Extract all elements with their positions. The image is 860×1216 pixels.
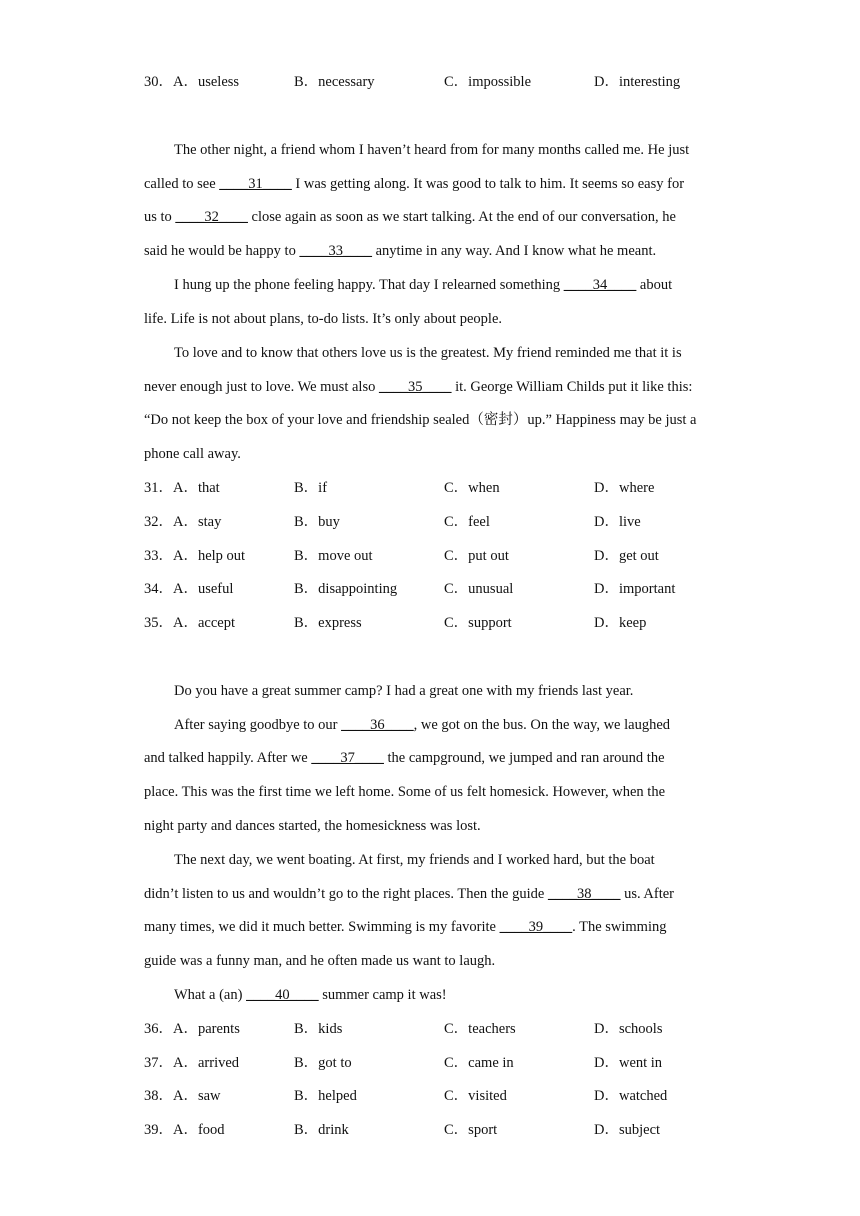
question-number: 34． xyxy=(144,581,173,597)
text: summer camp it was! xyxy=(318,987,447,1003)
option-b: B．buy xyxy=(294,514,340,530)
option-c: C．sport xyxy=(444,1122,498,1138)
option-c: C．feel xyxy=(444,514,490,530)
question-number: 36． xyxy=(144,1021,173,1037)
text: close again as soon as we start talking. At the end of our conversation, he xyxy=(247,209,676,225)
text: I was getting along. It was good to talk to him. It seems so easy for xyxy=(291,176,685,192)
option-a-text: A．that xyxy=(173,480,220,496)
blank-32: ____32____ xyxy=(175,209,248,225)
option-c: C．unusual xyxy=(444,581,514,597)
passage-line: place. This was the first time we left home. Some of us felt homesick. However, when the xyxy=(144,784,666,800)
passage-line: night party and dances started, the homesickness was lost. xyxy=(144,818,481,834)
option-a-text: A．food xyxy=(173,1122,225,1138)
option-b: B．kids xyxy=(294,1021,343,1037)
option-c: C．impossible xyxy=(444,74,532,90)
passage-line xyxy=(144,377,724,397)
option-a-text: A．help out xyxy=(173,548,246,564)
blank-34: ____34____ xyxy=(563,277,637,293)
option-a-text: A．useful xyxy=(173,581,234,597)
option-a-text: A．accept xyxy=(173,615,235,631)
option-a xyxy=(144,1120,225,1140)
option-d: D．schools xyxy=(594,1021,663,1037)
text: anytime in any way. And I know what he meant. xyxy=(371,243,657,259)
blank-38: ____38____ xyxy=(547,886,621,902)
option-b: B．move out xyxy=(294,548,373,564)
option-d: D．subject xyxy=(594,1122,661,1138)
question-number: 32． xyxy=(144,514,173,530)
option-c: C．when xyxy=(444,480,500,496)
passage-line xyxy=(144,207,724,227)
option-c: C．support xyxy=(444,615,512,631)
passage-line: “Do not keep the box of your love and friendship sealed（密封）up.” Happiness may be just a xyxy=(144,412,697,428)
option-b: B．if xyxy=(294,480,328,496)
option-a xyxy=(144,512,221,532)
question-number: 38． xyxy=(144,1088,173,1104)
option-a-text: A．saw xyxy=(173,1088,221,1104)
text: it. George William Childs put it like this: xyxy=(451,379,693,395)
question-number: 39． xyxy=(144,1122,173,1138)
blank-40: ____40____ xyxy=(246,987,319,1003)
passage-line xyxy=(144,241,724,261)
option-d: D．get out xyxy=(594,548,659,564)
text: never enough just to love. We must also xyxy=(144,379,379,395)
option-d: D．watched xyxy=(594,1088,668,1104)
question-number: 31． xyxy=(144,480,173,496)
option-a-text: A．parents xyxy=(173,1021,240,1037)
text: , we got on the bus. On the way, we laughed xyxy=(413,717,671,733)
option-c: C．put out xyxy=(444,548,509,564)
option-a xyxy=(144,1053,239,1073)
text: about xyxy=(636,277,673,293)
passage-line xyxy=(144,174,724,194)
blank-37: ____37____ xyxy=(311,750,384,766)
passage-line xyxy=(174,715,754,735)
passage-line: life. Life is not about plans, to-do lists. It’s only about people. xyxy=(144,311,503,327)
option-c: C．visited xyxy=(444,1088,507,1104)
question-number: 30． xyxy=(144,74,173,90)
question-number: 35． xyxy=(144,615,173,631)
option-a xyxy=(144,546,245,566)
text: I hung up the phone feeling happy. That day I relearned something xyxy=(174,277,564,293)
option-a-text: A．arrived xyxy=(173,1055,240,1071)
option-b: B．got to xyxy=(294,1055,352,1071)
text: didn’t listen to us and wouldn’t go to the right places. Then the guide xyxy=(144,886,548,902)
option-b: B．disappointing xyxy=(294,581,398,597)
question-number: 37． xyxy=(144,1055,173,1071)
option-d: D．where xyxy=(594,480,655,496)
blank-31: ____31____ xyxy=(219,176,292,192)
text: . The swimming xyxy=(572,919,667,935)
option-b: B．helped xyxy=(294,1088,357,1104)
option-d: D．interesting xyxy=(594,74,681,90)
option-a xyxy=(144,1019,240,1039)
passage-line xyxy=(174,985,754,1005)
option-a-text: A．useless xyxy=(173,74,240,90)
question-number: 33． xyxy=(144,548,173,564)
text: called to see xyxy=(144,176,220,192)
blank-39: ____39____ xyxy=(499,919,573,935)
option-a xyxy=(144,579,233,599)
passage-line xyxy=(144,748,724,768)
text: What a (an) xyxy=(174,987,247,1003)
passage-line: To love and to know that others love us is the greatest. My friend reminded me that it is xyxy=(174,345,682,361)
option-c: C．came in xyxy=(444,1055,514,1071)
option-d: D．went in xyxy=(594,1055,663,1071)
passage-line xyxy=(174,275,754,295)
blank-36: ____36____ xyxy=(341,717,414,733)
option-d: D．important xyxy=(594,581,676,597)
option-a xyxy=(144,613,235,633)
option-a xyxy=(144,72,239,92)
text: After saying goodbye to our xyxy=(174,717,342,733)
option-d: D．live xyxy=(594,514,641,530)
passage-line xyxy=(144,884,724,904)
text: us to xyxy=(144,209,176,225)
text: many times, we did it much better. Swimming is my favorite xyxy=(144,919,500,935)
option-b: B．express xyxy=(294,615,362,631)
option-b: B．drink xyxy=(294,1122,349,1138)
option-d: D．keep xyxy=(594,615,647,631)
text: said he would be happy to xyxy=(144,243,300,259)
option-a xyxy=(144,1086,221,1106)
passage-line: guide was a funny man, and he often made us want to laugh. xyxy=(144,953,496,969)
blank-33: ____33____ xyxy=(299,243,372,259)
option-b: B．necessary xyxy=(294,74,375,90)
passage-line: The next day, we went boating. At first, my friends and I worked hard, but the boat xyxy=(174,852,655,868)
passage-line xyxy=(144,917,724,937)
option-c: C．teachers xyxy=(444,1021,516,1037)
passage-line: Do you have a great summer camp? I had a great one with my friends last year. xyxy=(174,683,634,699)
option-a xyxy=(144,478,220,498)
blank-35: ____35____ xyxy=(378,379,452,395)
passage-line: The other night, a friend whom I haven’t heard from for many months called me. He just xyxy=(174,142,690,158)
passage-line: phone call away. xyxy=(144,446,241,462)
text: us. After xyxy=(620,886,674,902)
text: and talked happily. After we xyxy=(144,750,312,766)
text: the campground, we jumped and ran around the xyxy=(383,750,665,766)
option-a-text: A．stay xyxy=(173,514,222,530)
